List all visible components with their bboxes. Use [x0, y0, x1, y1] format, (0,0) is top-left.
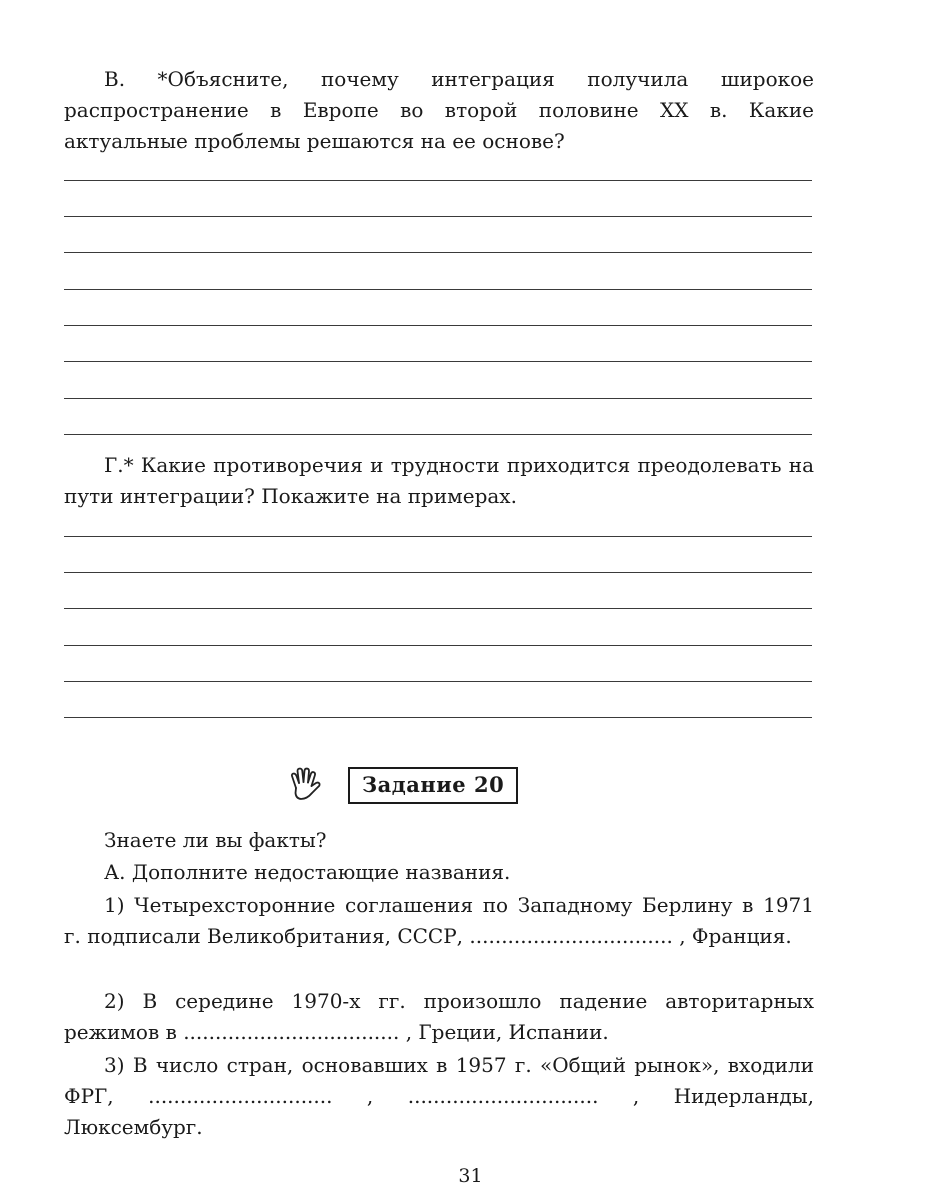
list-item-text: 3) В число стран, основавших в 1957 г. «Общий рынок», входили ФРГ, ............................. , .............................. , Нидерланды, Люксембург. [64, 1053, 814, 1139]
answer-line[interactable] [64, 536, 812, 537]
answer-line[interactable] [64, 289, 812, 290]
answer-line[interactable] [64, 434, 812, 435]
answer-line[interactable] [64, 325, 812, 326]
hand-icon [286, 766, 326, 804]
answer-line[interactable] [64, 180, 812, 181]
facts-question: Знаете ли вы факты? [104, 828, 327, 852]
answer-line[interactable] [64, 398, 812, 399]
answer-line[interactable] [64, 645, 812, 646]
answer-line[interactable] [64, 608, 812, 609]
page-number: 31 [458, 1165, 483, 1187]
task-title: Задание 20 [348, 767, 518, 804]
question-v [64, 64, 814, 157]
list-item [64, 1050, 814, 1143]
answer-line[interactable] [64, 252, 812, 253]
answer-line[interactable] [64, 361, 812, 362]
answer-line[interactable] [64, 216, 812, 217]
list-item-text: 1) Четырехсторонние соглашения по Западному Берлину в 1971 г. подписали Великобритания, СССР, ................................ , Франция. [64, 893, 814, 948]
question-g-text: Г.* Какие противоречия и трудности приходится преодолевать на пути интеграции? Покажите на примерах. [64, 453, 814, 508]
answer-line[interactable] [64, 572, 812, 573]
answer-line[interactable] [64, 681, 812, 682]
list-item-text: 2) В середине 1970-х гг. произошло падение авторитарных режимов в .................................. , Греции, Испании. [64, 989, 814, 1044]
question-g [64, 450, 814, 512]
list-item [64, 986, 814, 1048]
answer-line[interactable] [64, 717, 812, 718]
task-header [286, 767, 518, 803]
list-item [64, 890, 814, 952]
question-v-text: В. *Объясните, почему интеграция получила широкое распространение в Европе во второй половине XX в. Какие актуальные проблемы решаются на ее основе? [64, 67, 814, 153]
instruction: А. Дополните недостающие названия. [104, 860, 511, 884]
